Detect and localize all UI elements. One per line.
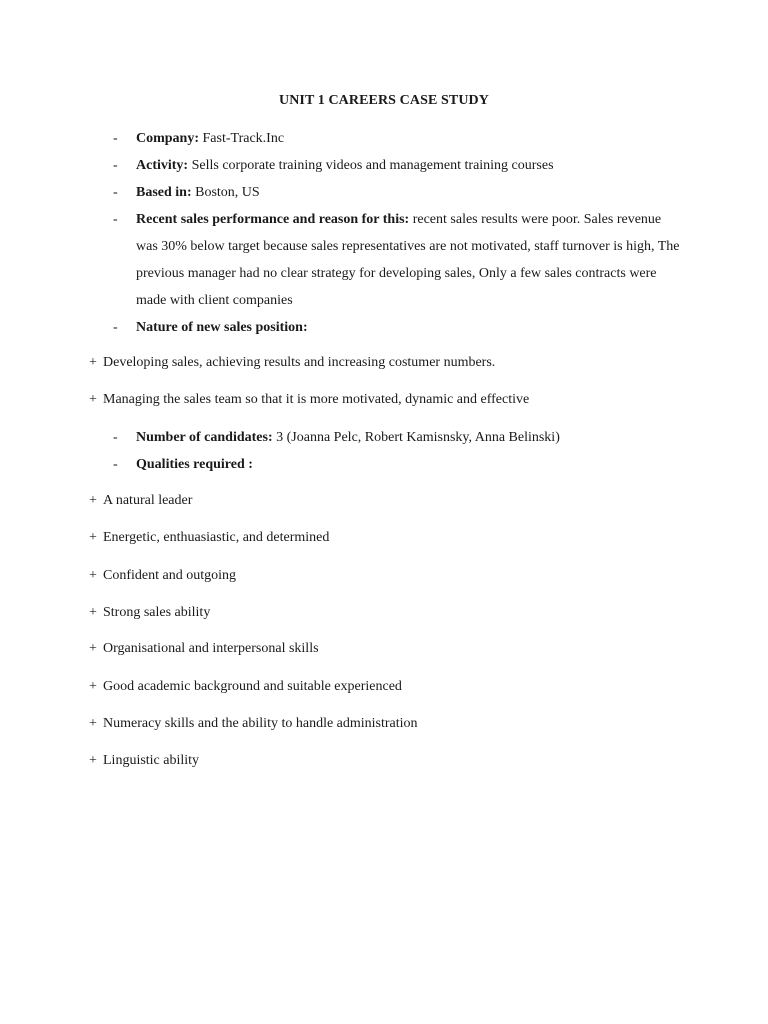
quality-text: Strong sales ability bbox=[103, 605, 211, 620]
qualities-item bbox=[113, 451, 693, 478]
bullet-dash: - bbox=[113, 131, 118, 146]
quality-list-item bbox=[89, 751, 709, 771]
bullet-dash: - bbox=[113, 457, 118, 472]
candidates-value: 3 (Joanna Pelc, Robert Kamisnsky, Anna Belinski) bbox=[276, 430, 560, 445]
activity-value: Sells corporate training videos and management training courses bbox=[191, 158, 554, 173]
quality-text: Numeracy skills and the ability to handle administration bbox=[103, 716, 418, 731]
activity-item bbox=[113, 152, 693, 179]
nature-list-item bbox=[89, 390, 709, 410]
company-text bbox=[136, 125, 693, 152]
quality-text: A natural leader bbox=[103, 493, 193, 508]
quality-text: Energetic, enthuasiastic, and determined bbox=[103, 530, 330, 545]
recent-sales-text bbox=[136, 206, 685, 314]
quality-list-item bbox=[89, 639, 709, 659]
bullet-plus: + bbox=[89, 753, 97, 768]
based-in-text bbox=[136, 179, 693, 206]
quality-list-item bbox=[89, 714, 709, 734]
nature-item bbox=[113, 314, 693, 341]
nature-label: Nature of new sales position: bbox=[136, 320, 308, 335]
based-in-item bbox=[113, 179, 693, 206]
quality-text: Confident and outgoing bbox=[103, 568, 236, 583]
quality-list-item bbox=[89, 603, 709, 623]
qualities-label: Qualities required : bbox=[136, 457, 253, 472]
candidates-item bbox=[113, 424, 693, 451]
activity-text bbox=[136, 152, 693, 179]
bullet-plus: + bbox=[89, 392, 97, 407]
quality-list-item bbox=[89, 491, 709, 511]
document-title: UNIT 1 CAREERS CASE STUDY bbox=[279, 93, 489, 108]
bullet-plus: + bbox=[89, 493, 97, 508]
recent-sales-label: Recent sales performance and reason for this: bbox=[136, 212, 410, 227]
bullet-plus: + bbox=[89, 716, 97, 731]
based-in-label: Based in: bbox=[136, 185, 192, 200]
company-label: Company: bbox=[136, 131, 200, 146]
bullet-plus: + bbox=[89, 605, 97, 620]
quality-text: Linguistic ability bbox=[103, 753, 200, 768]
quality-text: Organisational and interpersonal skills bbox=[103, 641, 319, 656]
nature-list-item bbox=[89, 353, 709, 373]
company-value: Fast-Track.Inc bbox=[202, 131, 285, 146]
bullet-dash: - bbox=[113, 430, 118, 445]
quality-list-item bbox=[89, 528, 709, 548]
based-in-value: Boston, US bbox=[195, 185, 260, 200]
company-item bbox=[113, 125, 693, 152]
quality-text: Good academic background and suitable experienced bbox=[103, 679, 402, 694]
activity-label: Activity: bbox=[136, 158, 189, 173]
bullet-plus: + bbox=[89, 355, 97, 370]
bullet-plus: + bbox=[89, 568, 97, 583]
recent-sales-item bbox=[113, 206, 685, 314]
bullet-plus: + bbox=[89, 530, 97, 545]
bullet-dash: - bbox=[113, 212, 118, 227]
recent-sales-value: recent sales results were poor. Sales revenue was 30% below target because sales representatives are not motivated, staff turnover is high, The previous manager had no clear strategy for developing sales, Only a few sales contracts were made with client companies bbox=[136, 212, 680, 308]
bullet-dash: - bbox=[113, 185, 118, 200]
bullet-plus: + bbox=[89, 679, 97, 694]
bullet-dash: - bbox=[113, 158, 118, 173]
quality-list-item bbox=[89, 566, 709, 586]
qualities-text bbox=[136, 451, 693, 478]
candidates-label: Number of candidates: bbox=[136, 430, 273, 445]
nature-list-text: Developing sales, achieving results and increasing costumer numbers. bbox=[103, 355, 496, 370]
bullet-dash: - bbox=[113, 320, 118, 335]
candidates-text bbox=[136, 424, 693, 451]
nature-text bbox=[136, 314, 693, 341]
bullet-plus: + bbox=[89, 641, 97, 656]
nature-list-text: Managing the sales team so that it is more motivated, dynamic and effective bbox=[103, 392, 530, 407]
quality-list-item bbox=[89, 677, 709, 697]
